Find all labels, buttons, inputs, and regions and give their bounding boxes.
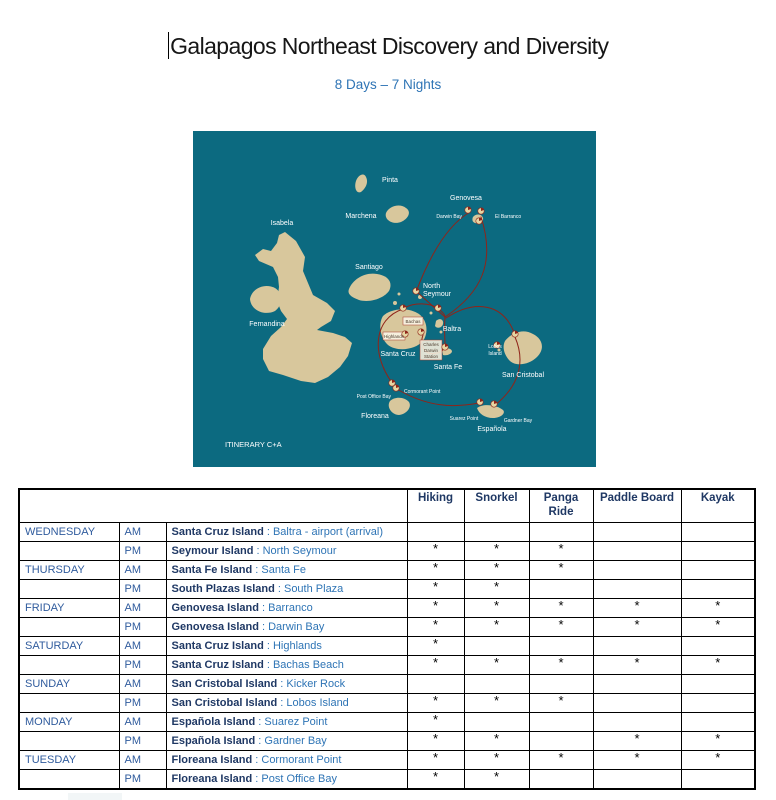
activity-mark-cell: [593, 713, 681, 732]
day-cell: THURSDAY: [19, 561, 119, 580]
activity-mark-cell: *: [464, 618, 529, 637]
itinerary-row: [19, 732, 755, 751]
site-location: : North Seymour: [253, 545, 337, 557]
site-marker: [476, 218, 482, 224]
map-label: North: [423, 283, 441, 290]
site-location: : Highlands: [263, 640, 322, 652]
map-label: Floreana: [361, 413, 389, 420]
day-cell: [19, 542, 119, 561]
header-row: [19, 489, 755, 523]
day-cell: SATURDAY: [19, 637, 119, 656]
itinerary-row: [19, 599, 755, 618]
itinerary-table: [18, 488, 756, 790]
site-cell: [166, 599, 407, 618]
activity-mark-cell: [681, 713, 755, 732]
activity-mark-cell: *: [407, 713, 464, 732]
activity-mark-cell: [593, 523, 681, 542]
activity-mark-cell: *: [407, 732, 464, 751]
islet: [398, 293, 401, 296]
map-label: Lobos: [488, 344, 502, 350]
map-label: Gardner Bay: [503, 418, 533, 424]
itinerary-row: [19, 675, 755, 694]
map-label: Darwin Bay: [436, 214, 462, 220]
activity-mark-cell: [681, 637, 755, 656]
map-label: Santa Fe: [433, 364, 463, 371]
site-island-name: San Cristobal Island: [171, 697, 278, 709]
activity-mark-cell: [407, 523, 464, 542]
page-subtitle: 8 Days – 7 Nights: [334, 77, 442, 92]
site-marker: [435, 305, 441, 311]
activity-mark-cell: *: [407, 656, 464, 675]
site-island-name: Genovesa Island: [171, 602, 259, 614]
site-marker: [400, 305, 406, 311]
activity-mark-cell: *: [407, 618, 464, 637]
activity-mark-cell: [593, 770, 681, 790]
site-location: : Gardner Bay: [255, 735, 327, 747]
activity-mark-cell: *: [681, 599, 755, 618]
activity-mark-cell: [464, 637, 529, 656]
activity-mark-cell: [407, 675, 464, 694]
activity-mark-cell: *: [464, 732, 529, 751]
site-island-name: Santa Fe Island: [171, 564, 253, 576]
activity-mark-cell: [681, 770, 755, 790]
next-page-fragment: [68, 793, 122, 800]
site-location: : South Plaza: [274, 583, 344, 595]
site-island-name: Genovesa Island: [171, 621, 259, 633]
map-label: Cormorant Point: [404, 389, 441, 395]
day-cell: [19, 770, 119, 790]
itinerary-row: [19, 542, 755, 561]
activity-mark-cell: *: [529, 618, 593, 637]
site-cell: [166, 770, 407, 790]
activity-mark-cell: *: [407, 751, 464, 770]
site-location: : Suarez Point: [255, 716, 328, 728]
activity-mark-cell: *: [593, 751, 681, 770]
site-marker: [477, 399, 483, 405]
activity-mark-cell: *: [407, 561, 464, 580]
period-cell: PM: [119, 770, 166, 790]
activity-mark-cell: [593, 580, 681, 599]
site-location: : Santa Fe: [252, 564, 307, 576]
activity-mark-cell: [681, 561, 755, 580]
activity-column-header: Kayak: [681, 489, 755, 523]
site-cell: [166, 713, 407, 732]
activity-mark-cell: *: [529, 751, 593, 770]
activity-mark-cell: *: [407, 637, 464, 656]
activity-mark-cell: *: [529, 561, 593, 580]
site-cell: [166, 656, 407, 675]
activity-mark-cell: *: [681, 732, 755, 751]
activity-mark-cell: [529, 713, 593, 732]
map-label: Española: [477, 426, 507, 433]
activity-mark-cell: *: [593, 656, 681, 675]
site-cell: [166, 618, 407, 637]
map-label: Seymour: [423, 291, 452, 298]
day-cell: MONDAY: [19, 713, 119, 732]
activity-mark-cell: *: [407, 542, 464, 561]
activity-column-header: Paddle Board: [593, 489, 681, 523]
galapagos-map-svg: [193, 131, 596, 467]
header-empty-cell: [19, 489, 407, 523]
period-cell: AM: [119, 675, 166, 694]
site-marker: [389, 380, 395, 386]
map-label: Santiago: [355, 264, 383, 271]
site-island-name: Española Island: [171, 735, 256, 747]
site-island-name: Floreana Island: [171, 754, 253, 766]
day-cell: TUESDAY: [19, 751, 119, 770]
site-cell: [166, 675, 407, 694]
day-cell: FRIDAY: [19, 599, 119, 618]
map-label: El Barranco: [495, 214, 522, 220]
site-cell: [166, 523, 407, 542]
period-cell: PM: [119, 542, 166, 561]
site-cell: [166, 580, 407, 599]
galapagos-map: [193, 131, 596, 467]
activity-mark-cell: [529, 580, 593, 599]
itinerary-row: [19, 713, 755, 732]
site-cell: [166, 751, 407, 770]
activity-column-header: Snorkel: [464, 489, 529, 523]
period-cell: PM: [119, 618, 166, 637]
site-location: : Baltra - airport (arrival): [263, 526, 383, 538]
map-label: Charles: [423, 342, 439, 347]
period-cell: AM: [119, 561, 166, 580]
activity-mark-cell: *: [407, 770, 464, 790]
activity-mark-cell: [681, 523, 755, 542]
activity-mark-cell: *: [529, 599, 593, 618]
activity-mark-cell: *: [464, 751, 529, 770]
map-label: Baltra: [442, 326, 462, 333]
itinerary-row: [19, 561, 755, 580]
day-cell: [19, 618, 119, 637]
page-title: Galapagos Northeast Discovery and Diversity: [170, 33, 609, 59]
activity-column-header: Panga Ride: [529, 489, 593, 523]
map-label: Fernandina: [249, 321, 285, 328]
activity-mark-cell: [681, 580, 755, 599]
activity-column-header: Hiking: [407, 489, 464, 523]
site-island-name: Seymour Island: [171, 545, 254, 557]
activity-mark-cell: [464, 523, 529, 542]
day-cell: WEDNESDAY: [19, 523, 119, 542]
activity-mark-cell: [593, 561, 681, 580]
map-label: Isabela: [270, 220, 294, 227]
activity-mark-cell: [593, 675, 681, 694]
itinerary-row: [19, 694, 755, 713]
activity-mark-cell: *: [593, 599, 681, 618]
activity-mark-cell: [593, 637, 681, 656]
activity-mark-cell: *: [681, 618, 755, 637]
activity-mark-cell: [593, 694, 681, 713]
period-cell: AM: [119, 751, 166, 770]
site-location: : Lobos Island: [277, 697, 349, 709]
day-cell: [19, 732, 119, 751]
itinerary-row: [19, 618, 755, 637]
activity-mark-cell: [593, 542, 681, 561]
day-cell: [19, 580, 119, 599]
activity-mark-cell: [529, 732, 593, 751]
activity-mark-cell: *: [407, 694, 464, 713]
map-label: Station: [423, 354, 439, 359]
activity-mark-cell: *: [464, 694, 529, 713]
map-label: Highlands: [383, 334, 405, 339]
map-label: Genovesa: [450, 195, 482, 202]
period-cell: PM: [119, 580, 166, 599]
map-label: Island: [488, 351, 502, 357]
activity-mark-cell: *: [681, 751, 755, 770]
site-marker: [465, 207, 471, 213]
activity-mark-cell: [464, 713, 529, 732]
site-location: : Post Office Bay: [252, 773, 337, 785]
site-location: : Barranco: [258, 602, 313, 614]
itinerary-row: [19, 751, 755, 770]
itinerary-row: [19, 656, 755, 675]
itinerary-row: [19, 637, 755, 656]
activity-mark-cell: *: [681, 656, 755, 675]
day-cell: SUNDAY: [19, 675, 119, 694]
map-label: Pinta: [382, 177, 398, 184]
map-label: Santa Cruz: [380, 351, 416, 358]
activity-mark-cell: [681, 542, 755, 561]
itinerary-body: [19, 523, 755, 790]
site-island-name: Santa Cruz Island: [171, 640, 264, 652]
map-label: Post Office Bay: [356, 394, 391, 400]
activity-mark-cell: [464, 675, 529, 694]
day-cell: [19, 656, 119, 675]
map-label: Marchena: [345, 213, 377, 220]
site-island-name: Floreana Island: [171, 773, 253, 785]
site-cell: [166, 732, 407, 751]
site-location: : Bachas Beach: [263, 659, 344, 671]
site-island-name: Española Island: [171, 716, 256, 728]
day-cell: [19, 694, 119, 713]
site-island-name: South Plazas Island: [171, 583, 275, 595]
site-cell: [166, 561, 407, 580]
islet: [430, 312, 433, 315]
period-cell: AM: [119, 523, 166, 542]
site-marker: [478, 208, 484, 214]
activity-mark-cell: *: [464, 561, 529, 580]
period-cell: PM: [119, 732, 166, 751]
site-location: : Kicker Rock: [277, 678, 346, 690]
activity-mark-cell: *: [464, 542, 529, 561]
activity-mark-cell: *: [529, 656, 593, 675]
activity-mark-cell: *: [407, 580, 464, 599]
site-marker: [413, 288, 419, 294]
site-location: : Darwin Bay: [258, 621, 325, 633]
activity-mark-cell: *: [407, 599, 464, 618]
site-cell: [166, 637, 407, 656]
activity-mark-cell: *: [593, 618, 681, 637]
page-title-row: [0, 32, 776, 60]
period-cell: PM: [119, 656, 166, 675]
activity-mark-cell: [681, 675, 755, 694]
activity-mark-cell: [529, 523, 593, 542]
period-cell: AM: [119, 713, 166, 732]
site-island-name: Santa Cruz Island: [171, 526, 264, 538]
site-island-name: Santa Cruz Island: [171, 659, 264, 671]
itinerary-table-container: [18, 488, 756, 790]
site-cell: [166, 542, 407, 561]
activity-mark-cell: *: [464, 599, 529, 618]
site-cell: [166, 694, 407, 713]
map-label: Suarez Point: [449, 416, 479, 422]
activity-mark-cell: *: [464, 656, 529, 675]
map-label: ITINERARY C+A: [225, 440, 282, 449]
activity-mark-cell: *: [529, 542, 593, 561]
site-marker: [491, 401, 497, 407]
activity-mark-cell: *: [464, 580, 529, 599]
site-marker: [512, 331, 518, 337]
site-marker: [418, 329, 424, 335]
itinerary-row: [19, 580, 755, 599]
islet: [393, 301, 397, 305]
activity-mark-cell: *: [464, 770, 529, 790]
map-label: San Cristobal: [501, 372, 545, 379]
site-marker: [442, 344, 448, 350]
text-cursor-caret: [168, 32, 170, 59]
site-location: : Cormorant Point: [252, 754, 342, 766]
activity-mark-cell: [529, 675, 593, 694]
map-label: Bachas: [405, 319, 421, 324]
itinerary-row: [19, 523, 755, 542]
itinerary-row: [19, 770, 755, 790]
period-cell: AM: [119, 599, 166, 618]
activity-mark-cell: *: [593, 732, 681, 751]
site-island-name: San Cristobal Island: [171, 678, 278, 690]
activity-mark-cell: *: [529, 694, 593, 713]
activity-mark-cell: [681, 694, 755, 713]
period-cell: PM: [119, 694, 166, 713]
period-cell: AM: [119, 637, 166, 656]
activity-mark-cell: [529, 770, 593, 790]
map-label: Darwin: [423, 348, 439, 353]
activity-mark-cell: [529, 637, 593, 656]
